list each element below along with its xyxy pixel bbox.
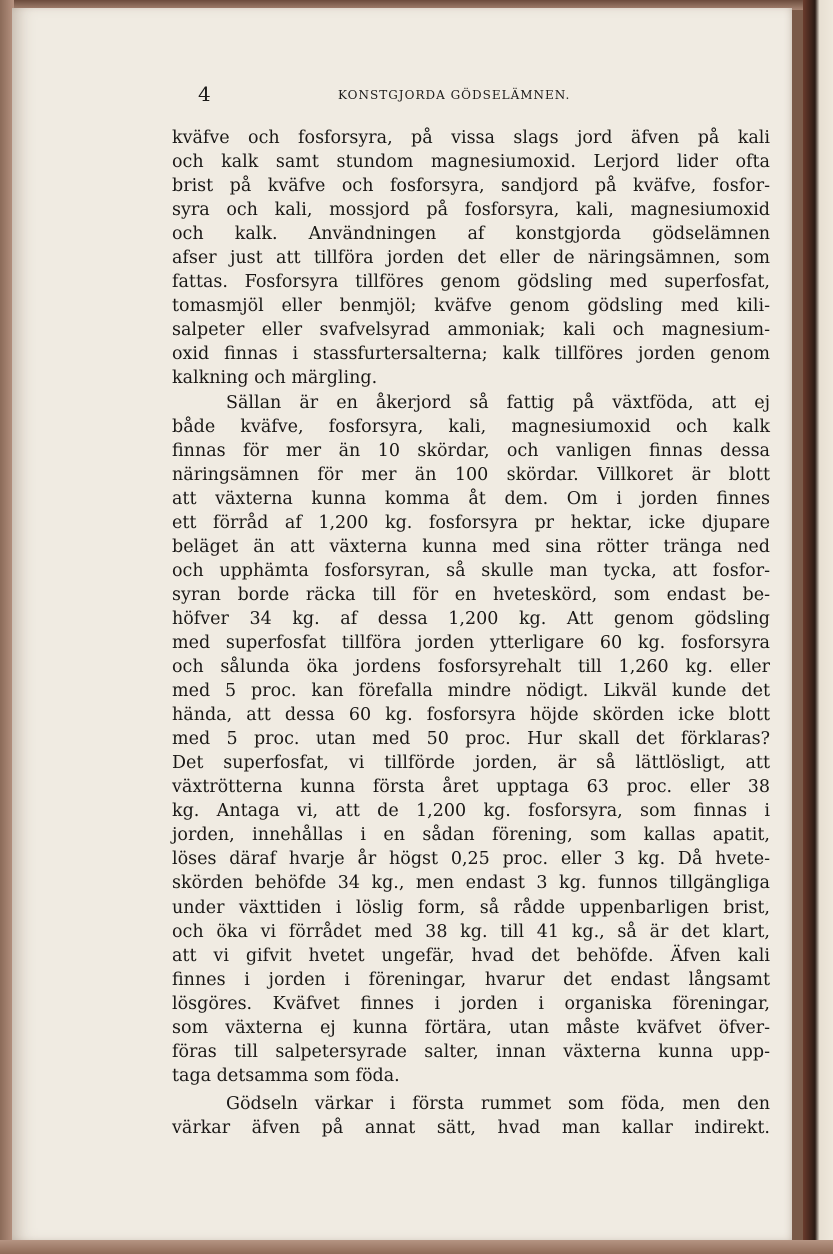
text-line: som växterna ej kunna förtära, utan måste kväfvet öfver- <box>172 1017 770 1038</box>
next-page-edge <box>803 0 833 1254</box>
text-line: och kalk. Användningen af konstgjorda gödselämnen <box>172 224 770 245</box>
body-text <box>172 126 770 1140</box>
text-line: löses däraf hvarje år högst 0,25 proc. eller 3 kg. Då hvete- <box>172 849 770 870</box>
text-line: tomasmjöl eller benmjöl; kväfve genom gödsling med kili- <box>172 296 770 317</box>
text-line: kalkning och märgling. <box>172 368 378 389</box>
page-number: 4 <box>198 82 211 106</box>
text-line: att vi gifvit hvetet ungefär, hvad det behöfde. Äfven kali <box>172 945 770 966</box>
text-line: att växterna kunna komma åt dem. Om i jorden finnes <box>172 488 770 509</box>
text-line: under växttiden i löslig form, så rådde uppenbarligen brist, <box>172 897 770 918</box>
text-line: afser just att tillföra jorden det eller de näringsämnen, som <box>172 248 770 269</box>
paragraph-3 <box>172 1092 770 1140</box>
text-line: brist på kväfve och fosforsyra, sandjord på kväfve, fosfor- <box>172 176 770 197</box>
text-line: Det superfosfat, vi tillförde jorden, är så lättlösligt, att <box>172 753 770 774</box>
text-line: med superfosfat tillföra jorden ytterligare 60 kg. fosforsyra <box>172 632 770 653</box>
paragraph-2 <box>172 391 770 1088</box>
paragraph-1 <box>172 126 770 391</box>
text-line: syra och kali, mossjord på fosforsyra, kali, magnesiumoxid <box>172 200 770 221</box>
text-line: hända, att dessa 60 kg. fosforsyra höjde skörden icke blott <box>172 705 770 726</box>
text-line: näringsämnen för mer än 100 skördar. Villkoret är blott <box>172 464 770 485</box>
text-line: finnes i jorden i föreningar, hvarur det endast långsamt <box>172 969 770 990</box>
page-bottom-edge <box>0 1240 833 1254</box>
text-line: fattas. Fosforsyra tillföres genom gödsling med superfosfat, <box>172 272 770 293</box>
text-line: både kväfve, fosforsyra, kali, magnesiumoxid och kalk <box>172 416 770 437</box>
text-line: finnas för mer än 10 skördar, och vanligen finnas dessa <box>172 440 770 461</box>
page-header <box>12 82 792 110</box>
text-line: salpeter eller svafvelsyrad ammoniak; kali och magnesium- <box>172 320 770 341</box>
text-line: taga detsamma som föda. <box>172 1065 400 1086</box>
text-line: ett förråd af 1,200 kg. fosforsyra pr hektar, icke djupare <box>172 512 770 533</box>
text-line: och upphämta fosforsyran, så skulle man tycka, att fosfor- <box>172 560 770 581</box>
text-line: höfver 34 kg. af dessa 1,200 kg. Att genom gödsling <box>172 608 770 629</box>
text-line: Sällan är en åkerjord så fattig på växtföda, att ej <box>226 392 770 413</box>
text-line: syran borde räcka till för en hveteskörd, som endast be- <box>172 584 770 605</box>
text-line: med 5 proc. utan med 50 proc. Hur skall det förklaras? <box>172 729 770 750</box>
text-line: och sålunda öka jordens fosforsyrehalt till 1,260 kg. eller <box>172 657 770 678</box>
text-line: lösgöres. Kväfvet finnes i jorden i organiska föreningar, <box>172 993 770 1014</box>
text-line: skörden behöfde 34 kg., men endast 3 kg. funnos tillgängliga <box>172 873 770 894</box>
book-page <box>12 8 792 1240</box>
text-line: växtrötterna kunna första året upptaga 63 proc. eller 38 <box>172 777 770 798</box>
text-line: jorden, innehållas i en sådan förening, som kallas apatit, <box>172 825 770 846</box>
text-line: med 5 proc. kan förefalla mindre nödigt. Likväl kunde det <box>172 681 770 702</box>
text-line: kväfve och fosforsyra, på vissa slags jord äfven på kali <box>172 128 770 148</box>
text-line: oxid finnas i stassfurtersalterna; kalk tillföres jorden genom <box>172 344 770 365</box>
running-head: KONSTGJORDA GÖDSELÄMNEN. <box>338 88 571 102</box>
text-line: beläget än att växterna kunna med sina rötter tränga ned <box>172 536 770 557</box>
text-line: och öka vi förrådet med 38 kg. till 41 kg., så är det klart, <box>172 921 770 942</box>
text-line: Gödseln värkar i första rummet som föda, men den <box>226 1093 770 1114</box>
text-line: kg. Antaga vi, att de 1,200 kg. fosforsyra, som finnas i <box>172 801 770 822</box>
text-line: värkar äfven på annat sätt, hvad man kallar indirekt. <box>172 1117 770 1138</box>
text-line: och kalk samt stundom magnesiumoxid. Lerjord lider ofta <box>172 152 770 173</box>
text-line: föras till salpetersyrade salter, innan växterna kunna upp- <box>172 1041 770 1062</box>
